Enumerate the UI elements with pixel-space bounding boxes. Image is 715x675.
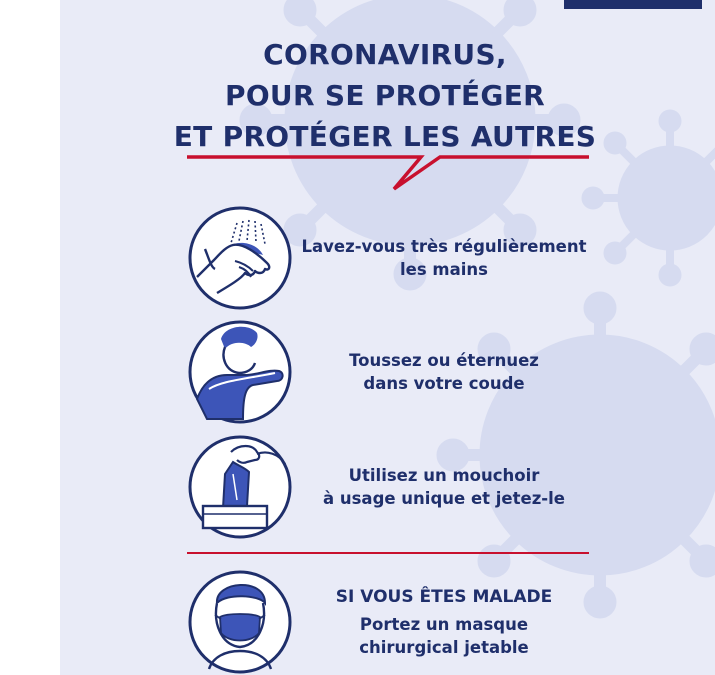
cough-elbow-icon: [187, 319, 293, 425]
advice-item-cough-elbow: [187, 319, 589, 425]
advice-line: dans votre coude: [363, 374, 525, 393]
advice-text: [299, 205, 589, 311]
header-bar: [564, 0, 702, 9]
title-line-2: POUR SE PROTÉGER: [225, 79, 545, 112]
advice-line: les mains: [400, 260, 488, 279]
advice-line: Utilisez un mouchoir: [348, 466, 540, 485]
advice-item-mask: [187, 569, 589, 675]
advice-line: Lavez-vous très régulièrement: [301, 237, 587, 256]
poster: [60, 0, 715, 675]
section-divider: [187, 552, 589, 554]
poster-title: [170, 34, 600, 157]
tissue-box-icon: [187, 434, 293, 540]
advice-text: [299, 434, 589, 540]
advice-line: à usage unique et jetez-le: [322, 489, 565, 508]
handwashing-icon: [187, 205, 293, 311]
advice-item-handwashing: [187, 205, 589, 311]
title-line-3: ET PROTÉGER LES AUTRES: [173, 120, 597, 153]
face-mask-icon: [187, 569, 293, 675]
title-line-1: CORONAVIRUS,: [263, 38, 507, 71]
sick-heading: SI VOUS ÊTES MALADE: [335, 586, 553, 607]
advice-line: chirurgical jetable: [359, 637, 529, 657]
advice-line: Toussez ou éternuez: [349, 351, 539, 370]
advice-text: [299, 569, 589, 675]
advice-text: [299, 319, 589, 425]
speech-bubble-divider-icon: [187, 148, 589, 194]
advice-item-tissue: [187, 434, 589, 540]
advice-line: Portez un masque: [359, 614, 529, 634]
